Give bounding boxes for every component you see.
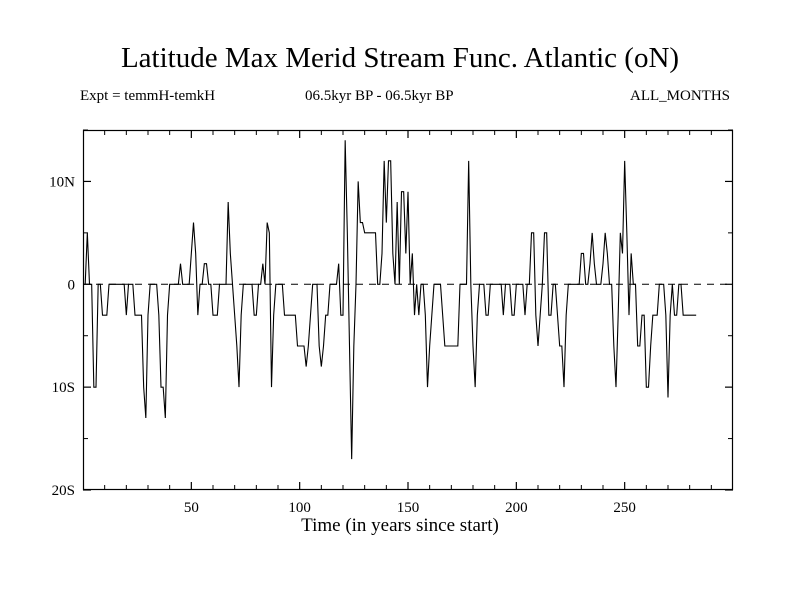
x-axis-label: Time (in years since start)	[301, 515, 499, 536]
series-line	[85, 140, 696, 459]
axes	[84, 131, 733, 490]
period-label: 06.5kyr BP - 06.5kyr BP	[305, 88, 454, 104]
x-tick-label: 50	[183, 500, 199, 516]
y-tick-label: 0	[67, 277, 75, 294]
page-title: Latitude Max Merid Stream Func. Atlantic (oN)	[120, 42, 680, 74]
months-label: ALL_MONTHS	[630, 88, 730, 104]
plot-frame	[84, 131, 733, 490]
y-tick-label: 10S	[51, 380, 75, 397]
x-tick-label: 200	[505, 500, 528, 516]
data-series	[85, 140, 696, 459]
x-tick-label: 150	[396, 500, 420, 516]
y-tick-label: 10N	[49, 174, 75, 191]
y-tick-label: 20S	[51, 483, 75, 499]
plot-area	[49, 130, 733, 516]
x-tick-label: 100	[288, 500, 311, 516]
subtitle-row	[80, 88, 730, 108]
experiment-label: Expt = temmH-temkH	[80, 88, 216, 104]
chart-svg	[49, 130, 733, 516]
x-tick-label: 250	[613, 500, 636, 516]
